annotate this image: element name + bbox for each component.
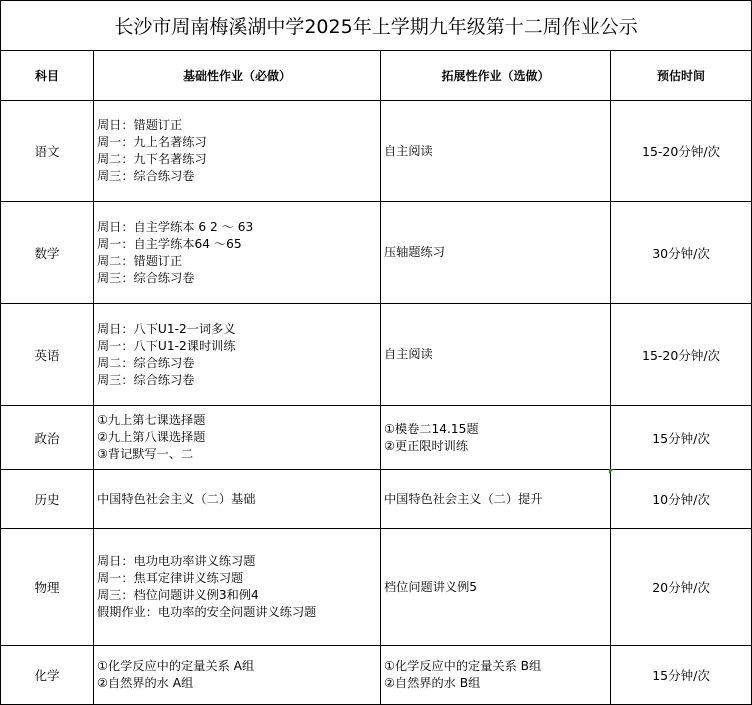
basic-homework-line: 周二：错题订正 <box>97 253 183 268</box>
extended-homework-line: 自主阅读 <box>384 347 433 361</box>
header-extended: 拓展性作业（选做） <box>381 51 611 101</box>
basic-homework-line: ①九上第七课选择题 <box>97 413 206 427</box>
basic-homework-line: 周二：九下名著练习 <box>97 152 207 166</box>
subject-cell: 语文 <box>1 101 94 202</box>
extended-homework-cell <box>381 470 611 529</box>
basic-homework-line: 周日：自主学练本 6 2 ～ 63 <box>97 219 254 234</box>
basic-homework-cell <box>94 202 381 304</box>
extended-homework-cell <box>381 646 611 705</box>
basic-homework-line: 周三：综合练习卷 <box>97 169 195 183</box>
extended-homework-line: ②自然界的水 B组 <box>384 676 481 690</box>
basic-homework-line: 周三：综合练习卷 <box>97 372 195 387</box>
subject-cell: 化学 <box>1 646 94 705</box>
subject-cell: 英语 <box>1 304 94 406</box>
basic-homework-line: 周一：焦耳定律讲义练习题 <box>97 571 244 585</box>
basic-homework-line: 周日：电功电功率讲义练习题 <box>97 554 256 568</box>
extended-homework-cell <box>381 304 611 406</box>
basic-homework-cell <box>94 406 381 470</box>
subject-cell: 物理 <box>1 529 94 646</box>
header-basic: 基础性作业（必做） <box>94 51 381 101</box>
extended-homework-line: 中国特色社会主义（二）提升 <box>384 491 543 506</box>
subject-cell: 历史 <box>1 470 94 529</box>
basic-homework-cell <box>94 101 381 202</box>
basic-homework-line: 周日：八下U1-2一词多义 <box>97 321 236 336</box>
table-row <box>1 529 752 646</box>
basic-homework-line: ③背记默写一、二 <box>97 447 194 461</box>
time-cell: 20分钟/次 <box>611 529 752 646</box>
basic-homework-line: 周一：自主学练本64 ～65 <box>97 236 242 251</box>
basic-homework-line: 假期作业：电功率的安全问题讲义练习题 <box>97 605 317 619</box>
time-cell: 15分钟/次 <box>611 646 752 705</box>
basic-homework-cell <box>94 646 381 705</box>
extended-homework-line: 档位问题讲义例5 <box>384 579 478 594</box>
basic-homework-line: 中国特色社会主义（二）基础 <box>97 491 256 506</box>
page-title: 长沙市周南梅溪湖中学2025年上学期九年级第十二周作业公示 <box>1 1 752 51</box>
table-row <box>1 101 752 202</box>
basic-homework-line: 周日：错题订正 <box>97 118 183 132</box>
time-cell: 15分钟/次 <box>611 406 752 470</box>
extended-homework-line: ①化学反应中的定量关系 B组 <box>384 659 542 673</box>
basic-homework-line: 周二：综合练习卷 <box>97 355 195 370</box>
extended-homework-line: 压轴题练习 <box>384 245 445 259</box>
subject-cell: 政治 <box>1 406 94 470</box>
time-cell: 10分钟/次 <box>611 470 752 529</box>
basic-homework-line: 周三：综合练习卷 <box>97 270 195 285</box>
extended-homework-cell <box>381 202 611 304</box>
header-subject: 科目 <box>1 51 94 101</box>
subject-cell: 数学 <box>1 202 94 304</box>
extended-homework-cell <box>381 101 611 202</box>
basic-homework-line: 周一：八下U1-2课时训练 <box>97 338 236 353</box>
extended-homework-line: ①模卷二14.15题 <box>384 421 479 436</box>
basic-homework-line: ②九上第八课选择题 <box>97 430 206 444</box>
extended-homework-cell <box>381 529 611 646</box>
table-row <box>1 304 752 406</box>
cell-comment-marker <box>609 469 614 474</box>
basic-homework-line: ②自然界的水 A组 <box>97 676 194 690</box>
table-row <box>1 646 752 705</box>
header-time: 预估时间 <box>611 51 752 101</box>
extended-homework-cell <box>381 406 611 470</box>
table-row <box>1 406 752 470</box>
time-cell: 30分钟/次 <box>611 202 752 304</box>
time-cell: 15-20分钟/次 <box>611 304 752 406</box>
time-cell: 15-20分钟/次 <box>611 101 752 202</box>
basic-homework-line: ①化学反应中的定量关系 A组 <box>97 659 255 673</box>
basic-homework-line: 周三：档位问题讲义例3和例4 <box>97 588 259 602</box>
extended-homework-line: 自主阅读 <box>384 143 433 158</box>
basic-homework-line: 周一：九上名著练习 <box>97 135 207 149</box>
table-row <box>1 202 752 304</box>
basic-homework-cell <box>94 470 381 529</box>
table-row <box>1 470 752 529</box>
extended-homework-line: ②更正限时训练 <box>384 438 469 453</box>
basic-homework-cell <box>94 529 381 646</box>
header-row <box>1 51 752 101</box>
basic-homework-cell <box>94 304 381 406</box>
